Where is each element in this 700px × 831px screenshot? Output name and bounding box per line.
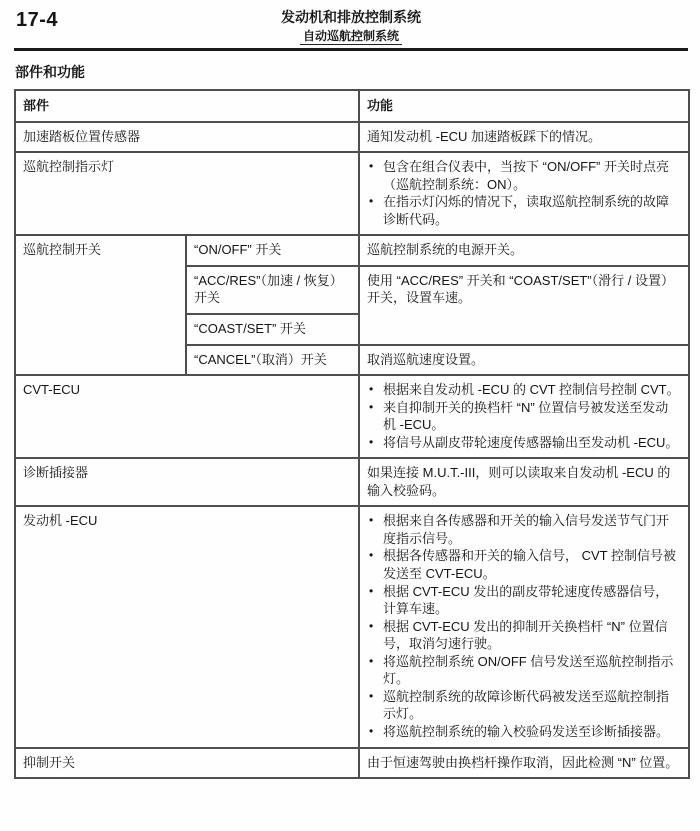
page-number: 17-4 bbox=[16, 9, 59, 31]
section-title: 自动巡航控制系统 bbox=[300, 29, 402, 46]
function-cell: 巡航控制系统的电源开关。 bbox=[359, 235, 689, 266]
bullet-item: • 根据来自各传感器和开关的输入信号发送节气门开度指示信号。 bbox=[369, 513, 670, 546]
switch-cell: “CANCEL”（取消）开关 bbox=[186, 345, 359, 376]
function-cell bbox=[359, 506, 689, 747]
bullet-icon: • bbox=[369, 618, 374, 633]
column-header-function: 功能 bbox=[359, 90, 689, 122]
function-cell: 由于恒速驾驶由换档杆操作取消，因此检测 “N” 位置。 bbox=[359, 748, 689, 779]
table-row-inhibitor-switch bbox=[15, 748, 689, 779]
function-cell: 如果连接 M.U.T.-III，则可以读取来自发动机 -ECU 的输入校验码。 bbox=[359, 458, 689, 506]
bullet-item: • 根据各传感器和开关的输入信号， CVT 控制信号被发送至 CVT-ECU。 bbox=[369, 548, 677, 582]
bullet-icon: • bbox=[369, 194, 374, 209]
bullet-icon: • bbox=[369, 548, 374, 563]
component-cell: 诊断插接器 bbox=[15, 458, 359, 506]
bullet-icon: • bbox=[369, 434, 374, 449]
function-cell bbox=[359, 152, 689, 235]
bullet-icon: • bbox=[369, 688, 374, 703]
bullet-item: • 来自抑制开关的换档杆 “N” 位置信号被发送至发动机 -ECU。 bbox=[369, 399, 669, 433]
bullet-icon: • bbox=[369, 159, 374, 174]
bullet-icon: • bbox=[369, 653, 374, 668]
section-heading: 部件和功能 bbox=[15, 64, 85, 81]
bullet-item: • 根据来自发动机 -ECU 的 CVT 控制信号控制 CVT。 bbox=[369, 382, 680, 398]
component-cell: 巡航控制指示灯 bbox=[15, 152, 359, 235]
bullet-item: • 巡航控制系统的故障诊断代码被发送至巡航控制指示灯。 bbox=[369, 688, 670, 722]
page-header bbox=[14, 6, 688, 51]
function-cell bbox=[359, 375, 689, 458]
components-functions-table bbox=[14, 89, 690, 779]
bullet-item: • 将信号从副皮带轮速度传感器输出至发动机 -ECU。 bbox=[369, 434, 679, 450]
header-titles bbox=[14, 6, 688, 45]
table-row-cruise-indicator bbox=[15, 152, 689, 235]
bullet-icon: • bbox=[369, 513, 374, 528]
bullet-icon: • bbox=[369, 382, 374, 397]
function-cell: 通知发动机 -ECU 加速踏板踩下的情况。 bbox=[359, 122, 689, 153]
table-row-cruise-switch-onoff bbox=[15, 235, 689, 266]
bullet-item: • 将巡航控制系统的输入校验码发送至诊断插接器。 bbox=[369, 723, 670, 739]
bullet-item: • 将巡航控制系统 ON/OFF 信号发送至巡航控制指示灯。 bbox=[369, 653, 674, 687]
bullet-icon: • bbox=[369, 583, 374, 598]
component-cell: 巡航控制开关 bbox=[15, 235, 186, 375]
component-cell: 抑制开关 bbox=[15, 748, 359, 779]
table-row-accel-pedal-sensor bbox=[15, 122, 689, 153]
chapter-title: 发动机和排放控制系统 bbox=[281, 9, 421, 25]
table-row-cvt-ecu bbox=[15, 375, 689, 458]
column-header-component: 部件 bbox=[15, 90, 359, 122]
bullet-item: • 在指示灯闪烁的情况下，读取巡航控制系统的故障诊断代码。 bbox=[369, 194, 670, 227]
bullet-icon: • bbox=[369, 723, 374, 738]
table-row-engine-ecu bbox=[15, 506, 689, 747]
function-cell: 取消巡航速度设置。 bbox=[359, 345, 689, 376]
bullet-item: • 根据 CVT-ECU 发出的抑制开关换档杆 “N” 位置信号，取消匀速行驶。 bbox=[369, 618, 668, 652]
switch-cell: “COAST/SET” 开关 bbox=[186, 314, 359, 345]
bullet-icon: • bbox=[369, 399, 374, 414]
function-cell: 使用 “ACC/RES” 开关和 “COAST/SET”（滑行 / 设置）开关，设置车速。 bbox=[359, 266, 689, 345]
switch-cell: “ACC/RES”（加速 / 恢复）开关 bbox=[186, 266, 359, 314]
component-cell: 发动机 -ECU bbox=[15, 506, 359, 747]
bullet-item: • 根据 CVT-ECU 发出的副皮带轮速度传感器信号，计算车速。 bbox=[369, 583, 669, 617]
switch-cell: “ON/OFF” 开关 bbox=[186, 235, 359, 266]
bullet-item: • 包含在组合仪表中，当按下 “ON/OFF” 开关时点亮 （巡航控制系统：ON）。 bbox=[369, 159, 670, 192]
table-row-diagnosis-connector bbox=[15, 458, 689, 506]
table-header-row bbox=[15, 90, 689, 122]
component-cell: 加速踏板位置传感器 bbox=[15, 122, 359, 153]
component-cell: CVT-ECU bbox=[15, 375, 359, 458]
header-rule bbox=[14, 48, 688, 51]
